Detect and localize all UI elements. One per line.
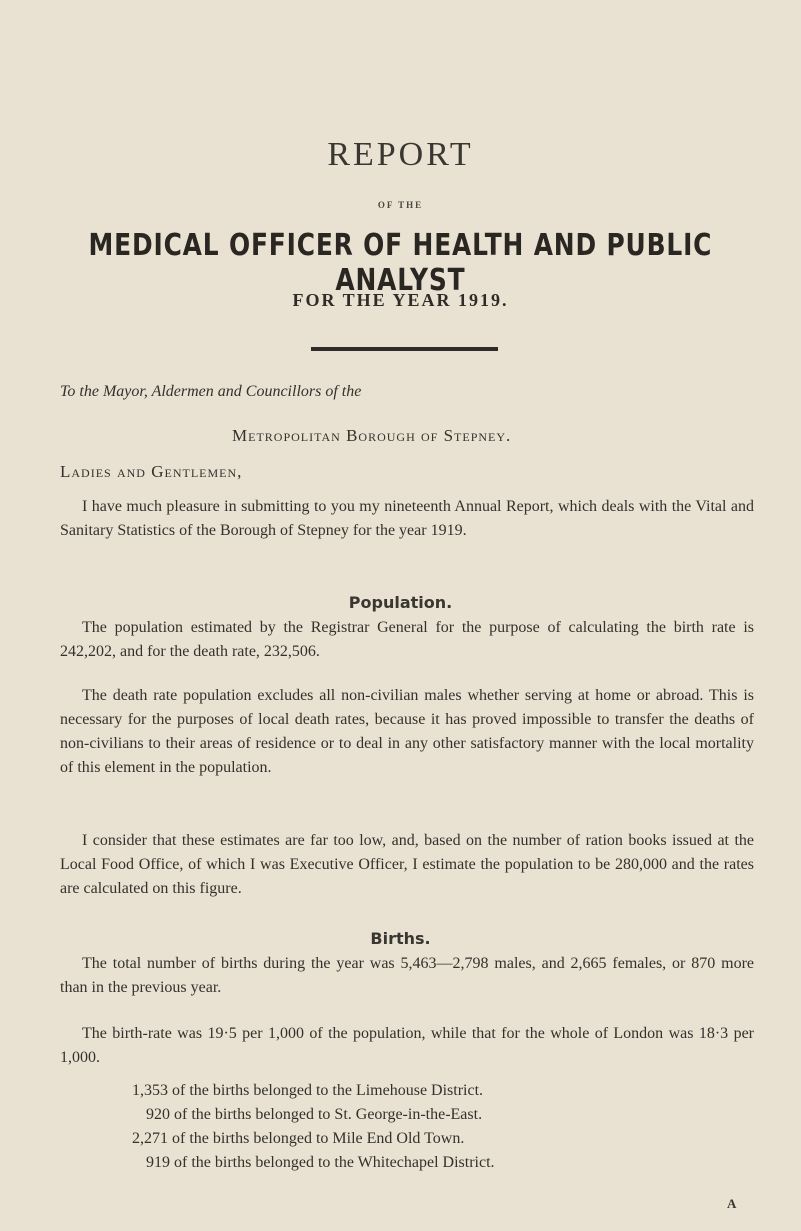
intro-paragraph: I have much pleasure in submitting to you my nineteenth Annual Report, which deals with the Vital and Sanitary Statistics of the Borough of Stepney for the year 1919. bbox=[60, 498, 754, 539]
address-recipients: To the Mayor, Aldermen and Councillors of the bbox=[60, 383, 362, 400]
population-paragraph-3: I consider that these estimates are far too low, and, based on the number of ration books issued at the Local Food Office, of which I was Executive Officer, I estimate the population to be 280,000 and the rates are calculated on this figure. bbox=[60, 832, 754, 897]
population-paragraph-1: The population estimated by the Registrar General for the purpose of calculating the birth rate is 242,202, and for the death rate, 232,506. bbox=[60, 619, 754, 660]
year-line: FOR THE YEAR 1919. bbox=[292, 290, 509, 310]
report-heading: REPORT bbox=[327, 136, 474, 173]
title-divider bbox=[311, 347, 498, 351]
population-heading: Population. bbox=[348, 593, 453, 612]
page-signature-mark: A bbox=[727, 1196, 737, 1211]
births-paragraph-2: The birth-rate was 19·5 per 1,000 of the population, while that for the whole of London was 18·3 per 1,000. bbox=[60, 1025, 754, 1066]
of-the-label: OF THE bbox=[377, 200, 424, 210]
population-paragraph-2: The death rate population excludes all non-civilian males whether serving at home or abroad. This is necessary for the purposes of local death rates, because it has proved impossible to transfer the deaths of non-civilians to their areas of residence or to deal in any other satisfactory manner with the local mortality of this element in the population. bbox=[60, 687, 754, 776]
greeting: Ladies and Gentlemen, bbox=[60, 462, 243, 481]
births-heading: Births. bbox=[370, 929, 431, 948]
address-borough: Metropolitan Borough of Stepney. bbox=[232, 426, 512, 445]
birth-district-line: 919 of the births belonged to the Whitechapel District. bbox=[146, 1154, 495, 1171]
birth-district-line: 920 of the births belonged to St. George-in-the-East. bbox=[146, 1106, 483, 1123]
births-paragraph-1: The total number of births during the year was 5,463—2,798 males, and 2,665 females, or 870 more than in the previous year. bbox=[60, 955, 754, 996]
birth-district-line: 2,271 of the births belonged to Mile End Old Town. bbox=[132, 1130, 465, 1147]
birth-district-line: 1,353 of the births belonged to the Limehouse District. bbox=[132, 1082, 484, 1099]
report-title: MEDICAL OFFICER OF HEALTH AND PUBLIC ANALYST bbox=[88, 228, 713, 298]
